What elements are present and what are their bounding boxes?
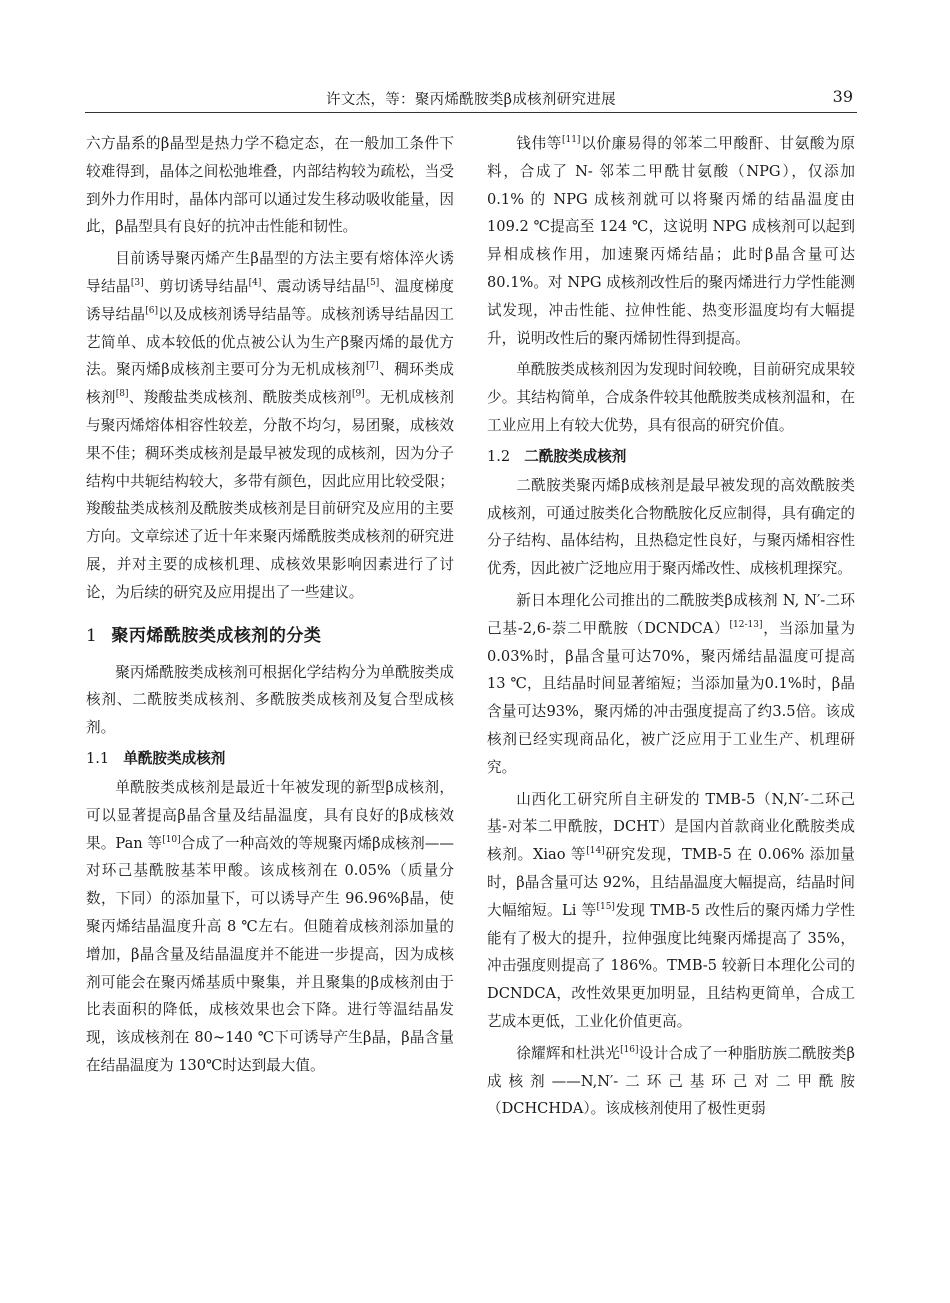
subsection-heading: 1.1 单酰胺类成核剂: [86, 749, 226, 767]
paragraph: 山西化工研究所自主研发的 TMB-5（N,N′-二环己基-对苯二甲酰胺，DCHT）是国内首款商业化酰胺类成核剂。Xiao 等[14]研究发现，TMB-5 在 0.06% 添加量时，β晶含量可达 92%，且结晶温度大幅提高，结晶时间大幅缩短。Li 等[15]发现 TMB-5 改性后的聚丙烯力学性能有了极大的提升，拉伸强度比纯聚丙烯提高了 35%，冲击强度则提高了 186%。TMB-5 较新日本理化公司的 DCNDCA，改性效果更加明显，且结构更简单，合成工艺成本更低，工业化价值更高。: [487, 790, 856, 1030]
citation: [14]: [586, 846, 605, 857]
running-header: [85, 88, 857, 113]
citation: [7]: [365, 361, 379, 372]
paragraph: 目前诱导聚丙烯产生β晶型的方法主要有熔体淬火诱导结晶[3]、剪切诱导结晶[4]、震动诱导结晶[5]、温度梯度诱导结晶[6]以及成核剂诱导结晶等。成核剂诱导结晶因工艺简单、成本较低的优点被公认为生产β聚丙烯的最优方法。聚丙烯β成核剂主要可分为无机成核剂[7]、稠环类成核剂[8]、羧酸盐类成核剂、酰胺类成核剂[9]。无机成核剂与聚丙烯熔体相容性较差，分散不均匀，易团聚，成核效果不佳；稠环类成核剂是最早被发现的成核剂，因为分子结构中共轭结构较大，多带有颜色，因此应用比较受限；羧酸盐类成核剂及酰胺类成核剂是目前研究及应用的主要方向。文章综述了近十年来聚丙烯酰胺类成核剂的研究进展，并对主要的成核机理、成核效果影响因素进行了讨论，为后续的研究及应用提出了一些建议。: [86, 250, 454, 601]
paragraph: 钱伟等[11]以价廉易得的邻苯二甲酸酐、甘氨酸为原料，合成了 N- 邻苯二甲酰甘氨酸（NPG），仅添加 0.1% 的 NPG 成核剂就可以将聚丙烯的结晶温度由 109.2 ℃提高至 124 ℃，这说明 NPG 成核剂可以起到异相成核作用，加速聚丙烯结晶；此时β晶含量可达 80.1%。对 NPG 成核剂改性后的聚丙烯进行力学性能测试发现，冲击性能、拉伸性能、热变形温度均有大幅提升，说明改性后的聚丙烯韧性得到提高。: [487, 135, 855, 347]
citation: [8]: [115, 389, 129, 400]
citation: [6]: [145, 305, 158, 316]
paragraph: 单酰胺类成核剂因为发现时间较晚，目前研究成果较少。其结构简单，合成条件较其他酰胺类成核剂温和，在工业应用上有较大优势，具有很高的研究价值。: [487, 361, 855, 434]
paragraph: 聚丙烯酰胺类成核剂可根据化学结构分为单酰胺类成核剂、二酰胺类成核剂、多酰胺类成核剂及复合型成核剂。: [86, 663, 454, 737]
citation: [12-13]: [729, 619, 763, 630]
citation: [10]: [162, 834, 181, 845]
paragraph: 新日本理化公司推出的二酰胺类β成核剂 N, N′-二环己基-2,6-萘二甲酰胺（DCNDCA）[12-13]，当添加量为0.03%时，β晶含量可达70%，聚丙烯结晶温度可提高13 ℃，且结晶时间显著缩短；当添加量为0.1%时，β晶含量可达93%，聚丙烯的冲击强度提高了约3.5倍。该成核剂已经实现商品化，被广泛应用于工业生产、机理研究。: [487, 591, 855, 776]
citation: [9]: [351, 389, 365, 400]
citation: [16]: [620, 1044, 639, 1055]
paragraph: 二酰胺类聚丙烯β成核剂是最早被发现的高效酰胺类成核剂，可通过胺类化合物酰胺化反应制得，具有确定的分子结构、晶体结构，且热稳定性良好，与聚丙烯相容性优秀，因此被广泛地应用于聚丙烯改性、成核机理探究。: [487, 476, 855, 578]
citation: [4]: [248, 278, 262, 289]
right-column: [487, 130, 855, 1123]
running-title: 许文杰，等：聚丙烯酰胺类β成核剂研究进展: [326, 92, 616, 108]
paragraph: 徐耀辉和杜洪光[16]设计合成了一种脂肪族二酰胺类β成核剂——N,N′-二环己基环己对二甲酰胺（DCHCHDA）。该成核剂使用了极性更弱: [487, 1044, 855, 1118]
citation: [11]: [561, 135, 581, 146]
citation: [15]: [596, 901, 615, 912]
subsection-heading: 1.2 二酰胺类成核剂: [487, 447, 627, 465]
section-heading: 1 聚丙烯酰胺类成核剂的分类: [86, 625, 322, 646]
citation: [3]: [130, 278, 144, 289]
paragraph: 单酰胺类成核剂是最近十年被发现的新型β成核剂，可以显著提高β晶含量及结晶温度，具有良好的β成核效果。Pan 等[10]合成了一种高效的等规聚丙烯β成核剂——对环己基酰胺基苯甲酸。该成核剂在 0.05%（质量分数，下同）的添加量下，可以诱导产生 96.96%β晶，使聚丙烯结晶温度升高 8 ℃左右。但随着成核剂添加量的增加，β晶含量及结晶温度并不能进一步提高，因为成核剂可能会在聚丙烯基质中聚集，并且聚集的β成核剂由于比表面积的降低，成核效果也会下降。进行等温结晶发现，该成核剂在 80~140 ℃下可诱导产生β晶，β晶含量在结晶温度为 130℃时达到最大值。: [86, 778, 454, 1074]
page-number: 39: [832, 87, 853, 106]
left-column: [86, 130, 454, 1080]
citation: [5]: [366, 278, 380, 289]
paragraph: 六方晶系的β晶型是热力学不稳定态，在一般加工条件下较难得到，晶体之间松弛堆叠，内部结构较为疏松，当受到外力作用时，晶体内部可以通过发生移动吸收能量，因此，β晶型具有良好的抗冲击性能和韧性。: [86, 135, 454, 236]
